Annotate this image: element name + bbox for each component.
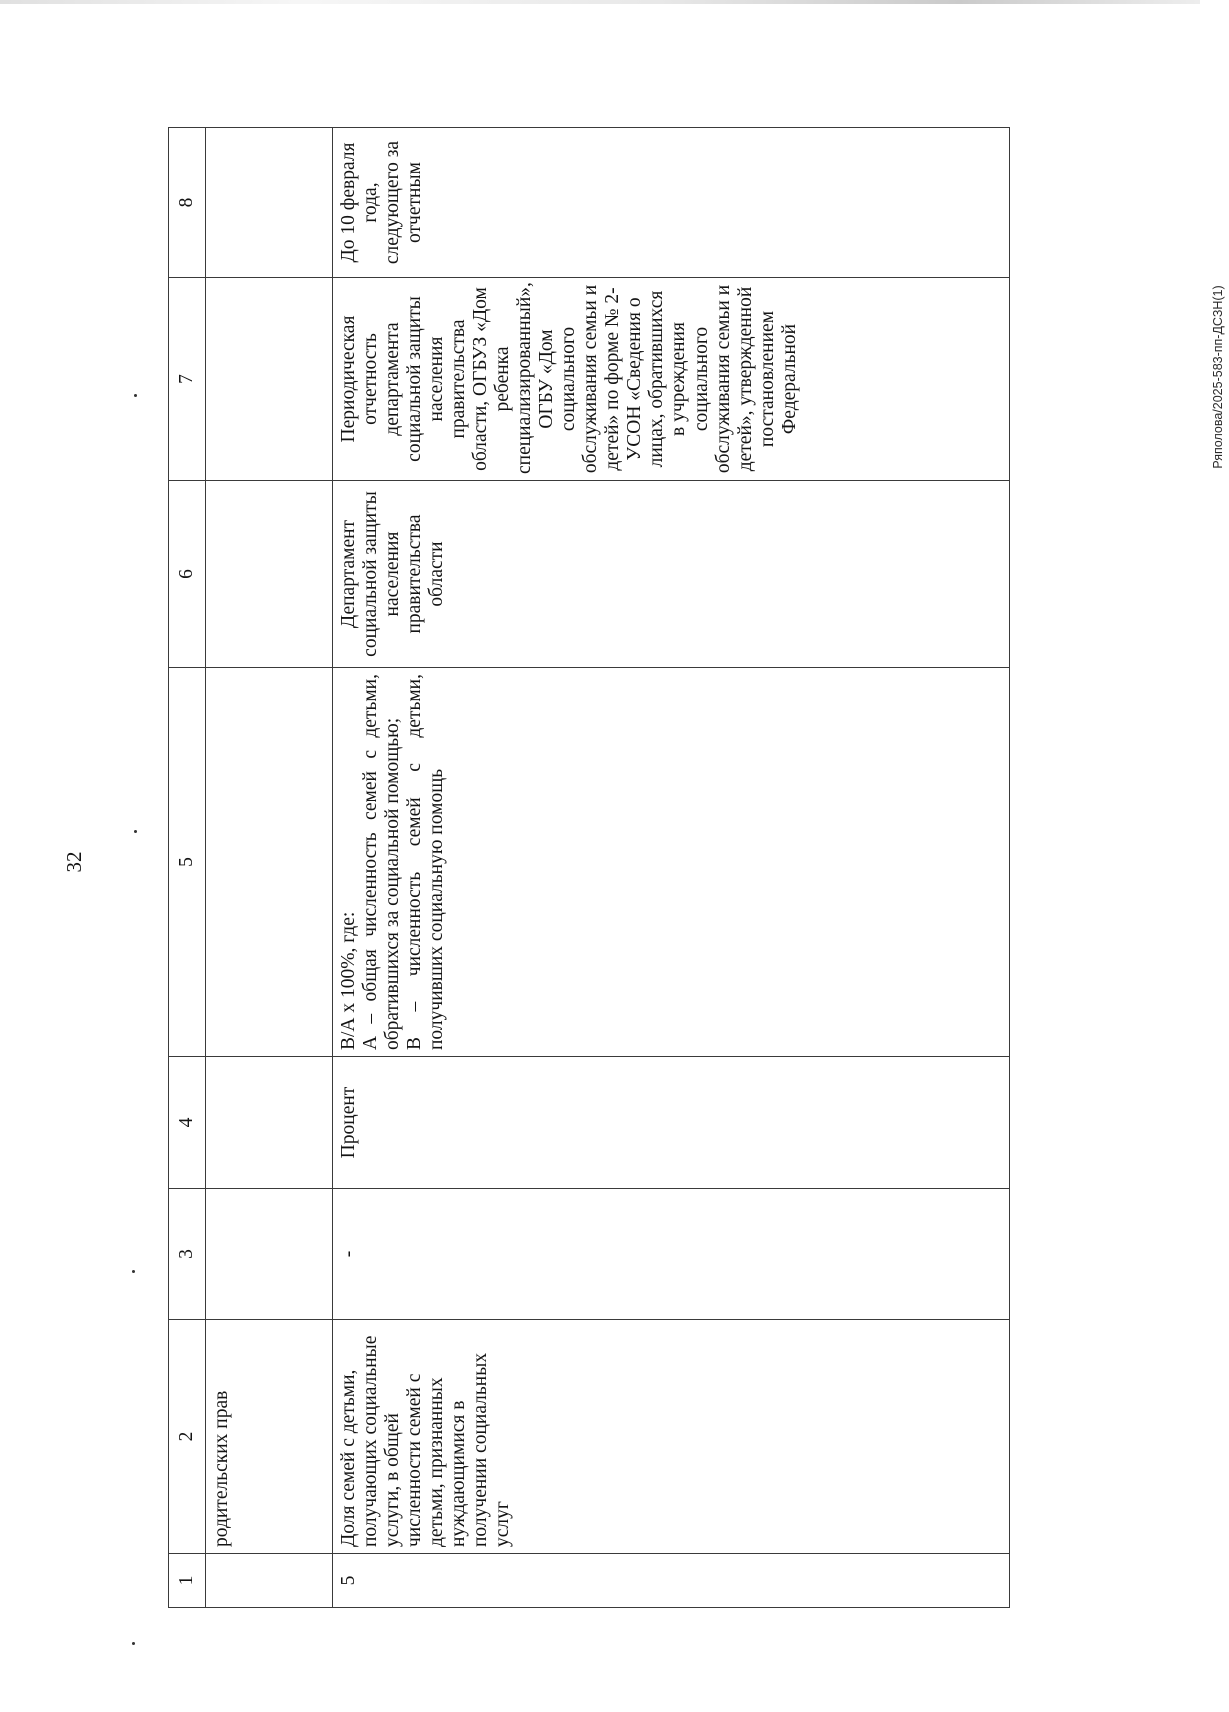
- formula-line: В/А х 100%, где:: [338, 911, 359, 1050]
- indicator-table-container: [168, 128, 1010, 1608]
- formula-line: В – численность семей с детьми, получивших социальную помощь: [404, 674, 448, 1050]
- data-source: Периодическая отчетность департамента социальной защиты населения правительства области, ОГБУЗ «Дом ребенка специализированный», ОГБУ «Дом социального обслуживания семьи и детей» по форме № 2-УСОН «Сведения о лицах, обратившихся в учреждения социального обслуживания семьи и детей», утвержденной постановлением Федеральной: [333, 278, 1010, 481]
- header-cell-6: 6: [169, 481, 206, 668]
- continuation-cell-6: [206, 481, 333, 668]
- scan-speck: [132, 1270, 135, 1273]
- scan-edge: [0, 0, 1200, 4]
- basic-value: -: [333, 1189, 1010, 1320]
- continuation-cell-1: [206, 1554, 333, 1608]
- formula-line: А – общая численность семей с детьми, обратившихся за социальной помощью;: [360, 674, 404, 1050]
- unit-of-measure: Процент: [333, 1057, 1010, 1189]
- responsible-body: Департамент социальной защиты населения правительства области: [333, 481, 1010, 668]
- calculation-formula: [333, 668, 1010, 1057]
- scan-speck: [134, 394, 137, 397]
- continuation-cell-4: [206, 1057, 333, 1189]
- header-cell-8: 8: [169, 128, 206, 278]
- indicator-table: [168, 127, 1010, 1608]
- header-cell-5: 5: [169, 668, 206, 1057]
- scan-speck: [132, 1642, 135, 1645]
- continuation-cell-5: [206, 668, 333, 1057]
- reporting-deadline: До 10 февраля года, следующего за отчетным: [333, 128, 1010, 278]
- page-number: 32: [62, 851, 86, 873]
- row-number: 5: [333, 1554, 1010, 1608]
- continuation-row: [206, 128, 333, 1608]
- header-cell-4: 4: [169, 1057, 206, 1189]
- header-cell-2: 2: [169, 1320, 206, 1554]
- document-stamp: Ряполова/2025-583-пп-ДСЗН(1): [1211, 285, 1225, 469]
- continuation-indicator-text: родительских прав: [206, 1320, 333, 1554]
- table-row: [333, 128, 1010, 1608]
- continuation-cell-3: [206, 1189, 333, 1320]
- header-cell-7: 7: [169, 278, 206, 481]
- indicator-name: Доля семей с детьми, получающих социальные услуги, в общей численности семей с детьми, признанных нуждающимися в получении социальных услуг: [333, 1320, 1010, 1554]
- header-cell-1: 1: [169, 1554, 206, 1608]
- continuation-cell-8: [206, 128, 333, 278]
- header-row: [169, 128, 206, 1608]
- header-cell-3: 3: [169, 1189, 206, 1320]
- continuation-cell-7: [206, 278, 333, 481]
- scan-speck: [134, 830, 137, 833]
